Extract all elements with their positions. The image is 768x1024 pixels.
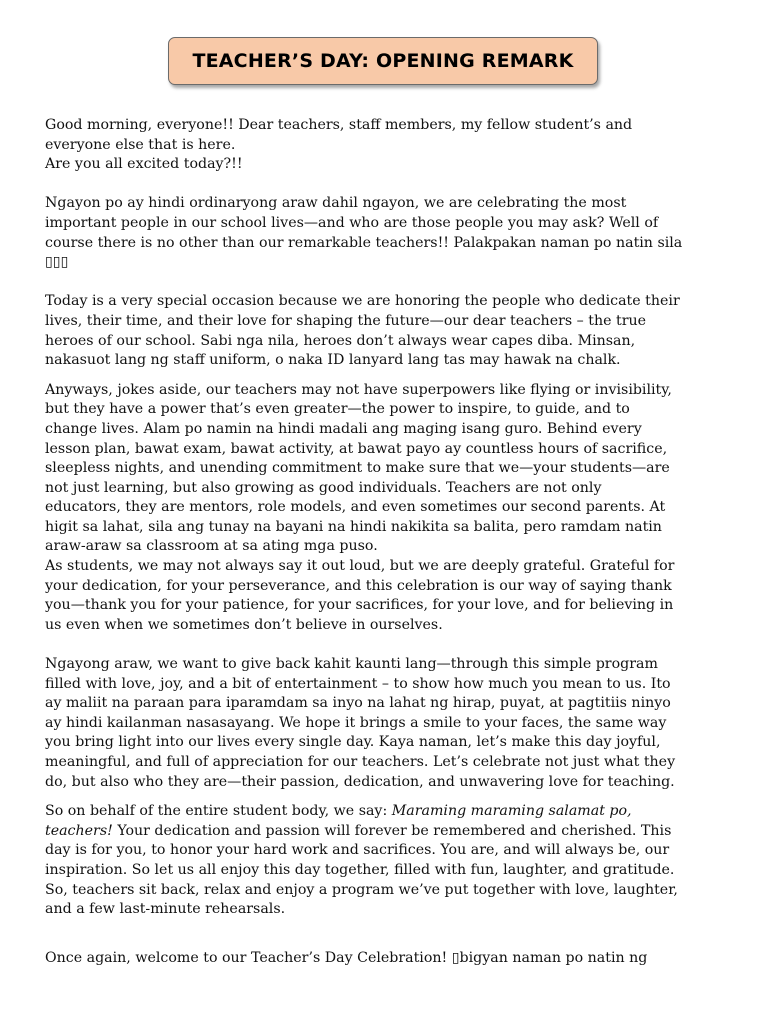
paragraph-intro: Ngayon po ay hindi ordinaryong araw dahil ngayon, we are celebrating the most important people in our school lives—and who are those people you may ask? Well of course there is no other than our remarkable teachers!! Palakpakan naman po natin sila ▯▯▯ — [45, 195, 683, 271]
document-title: TEACHER’S DAY: OPENING REMARK — [192, 50, 574, 72]
thanks-italic: Maraming maraming salamat po, teachers! — [45, 803, 632, 839]
paragraph-greeting: Good morning, everyone!! Dear teachers, staff members, my fellow student’s and everyone else that is here. Are you all excited today?!! — [45, 117, 633, 173]
paragraph-final-welcome: Once again, welcome to our Teacher’s Day Celebration! ▯bigyan naman po natin ng — [45, 949, 648, 966]
paragraph-program: Ngayong araw, we want to give back kahit kaunti lang—through this simple program filled with love, joy, and a bit of entertainment – to show how much you mean to us. Ito ay maliit na paraan para iparamdam sa inyo na lahat ng hirap, puyat, at pagtitiis ninyo ay hindi kailanman nasasayang. We hope it brings a smile to your faces, the same way you bring light into our lives every single day. Kaya naman, let’s make this day joyful, meaningful, and full of appreciation for our teachers. Let’s celebrate not just what they do, but also who they are—their passion, dedication, and unwavering love for teaching. — [45, 656, 676, 790]
thanks-lead: So on behalf of the entire student body, we say: — [45, 803, 392, 820]
speech-body — [45, 116, 731, 968]
paragraph-teachers-power: Anyways, jokes aside, our teachers may not have superpowers like flying or invisibility, but they have a power that’s even greater—the power to inspire, to guide, and to change lives. Alam po namin na hindi madali ang maging isang guro. Behind every lesson plan, bawat exam, bawat activity, at bawat payo ay countless hours of sacrifice, sleepless nights, and unending commitment to make sure that we—your students—are not just learning, but also growing as good individuals. Teachers are not only educators, they are mentors, role models, and even sometimes our second parents. At higit sa lahat, sila ang tunay na bayani na hindi nakikita sa balita, pero ramdam natin araw-araw sa classroom at sa ating mga puso. As students, we may not always say it out loud, but we are deeply grateful. Grateful for your dedication, for your perseverance, and this celebration is our way of saying thank you—thank you for your patience, for your sacrifices, for your love, and for believing in us even when we sometimes don’t believe in ourselves. — [45, 381, 675, 633]
paragraph-occasion: Today is a very special occasion because we are honoring the people who dedicate their lives, their time, and their love for shaping the future—our dear teachers – the true heroes of our school. Sabi nga nila, heroes don’t always wear capes diba. Minsan, nakasuot lang ng staff uniform, o naka ID lanyard lang tas may hawak na chalk. — [45, 293, 680, 369]
title-banner — [168, 37, 598, 85]
paragraph-thanks — [45, 802, 731, 920]
thanks-rest: Your dedication and passion will forever be remembered and cherished. This day is for you, to honor your hard work and sacrifices. You are, and will always be, our inspiration. So let us all enjoy this day together, filled with fun, laughter, and gratitude. So, teachers sit back, relax and enjoy a program we’ve put together with love, laughter, and a few last-minute rehearsals. — [45, 822, 678, 918]
